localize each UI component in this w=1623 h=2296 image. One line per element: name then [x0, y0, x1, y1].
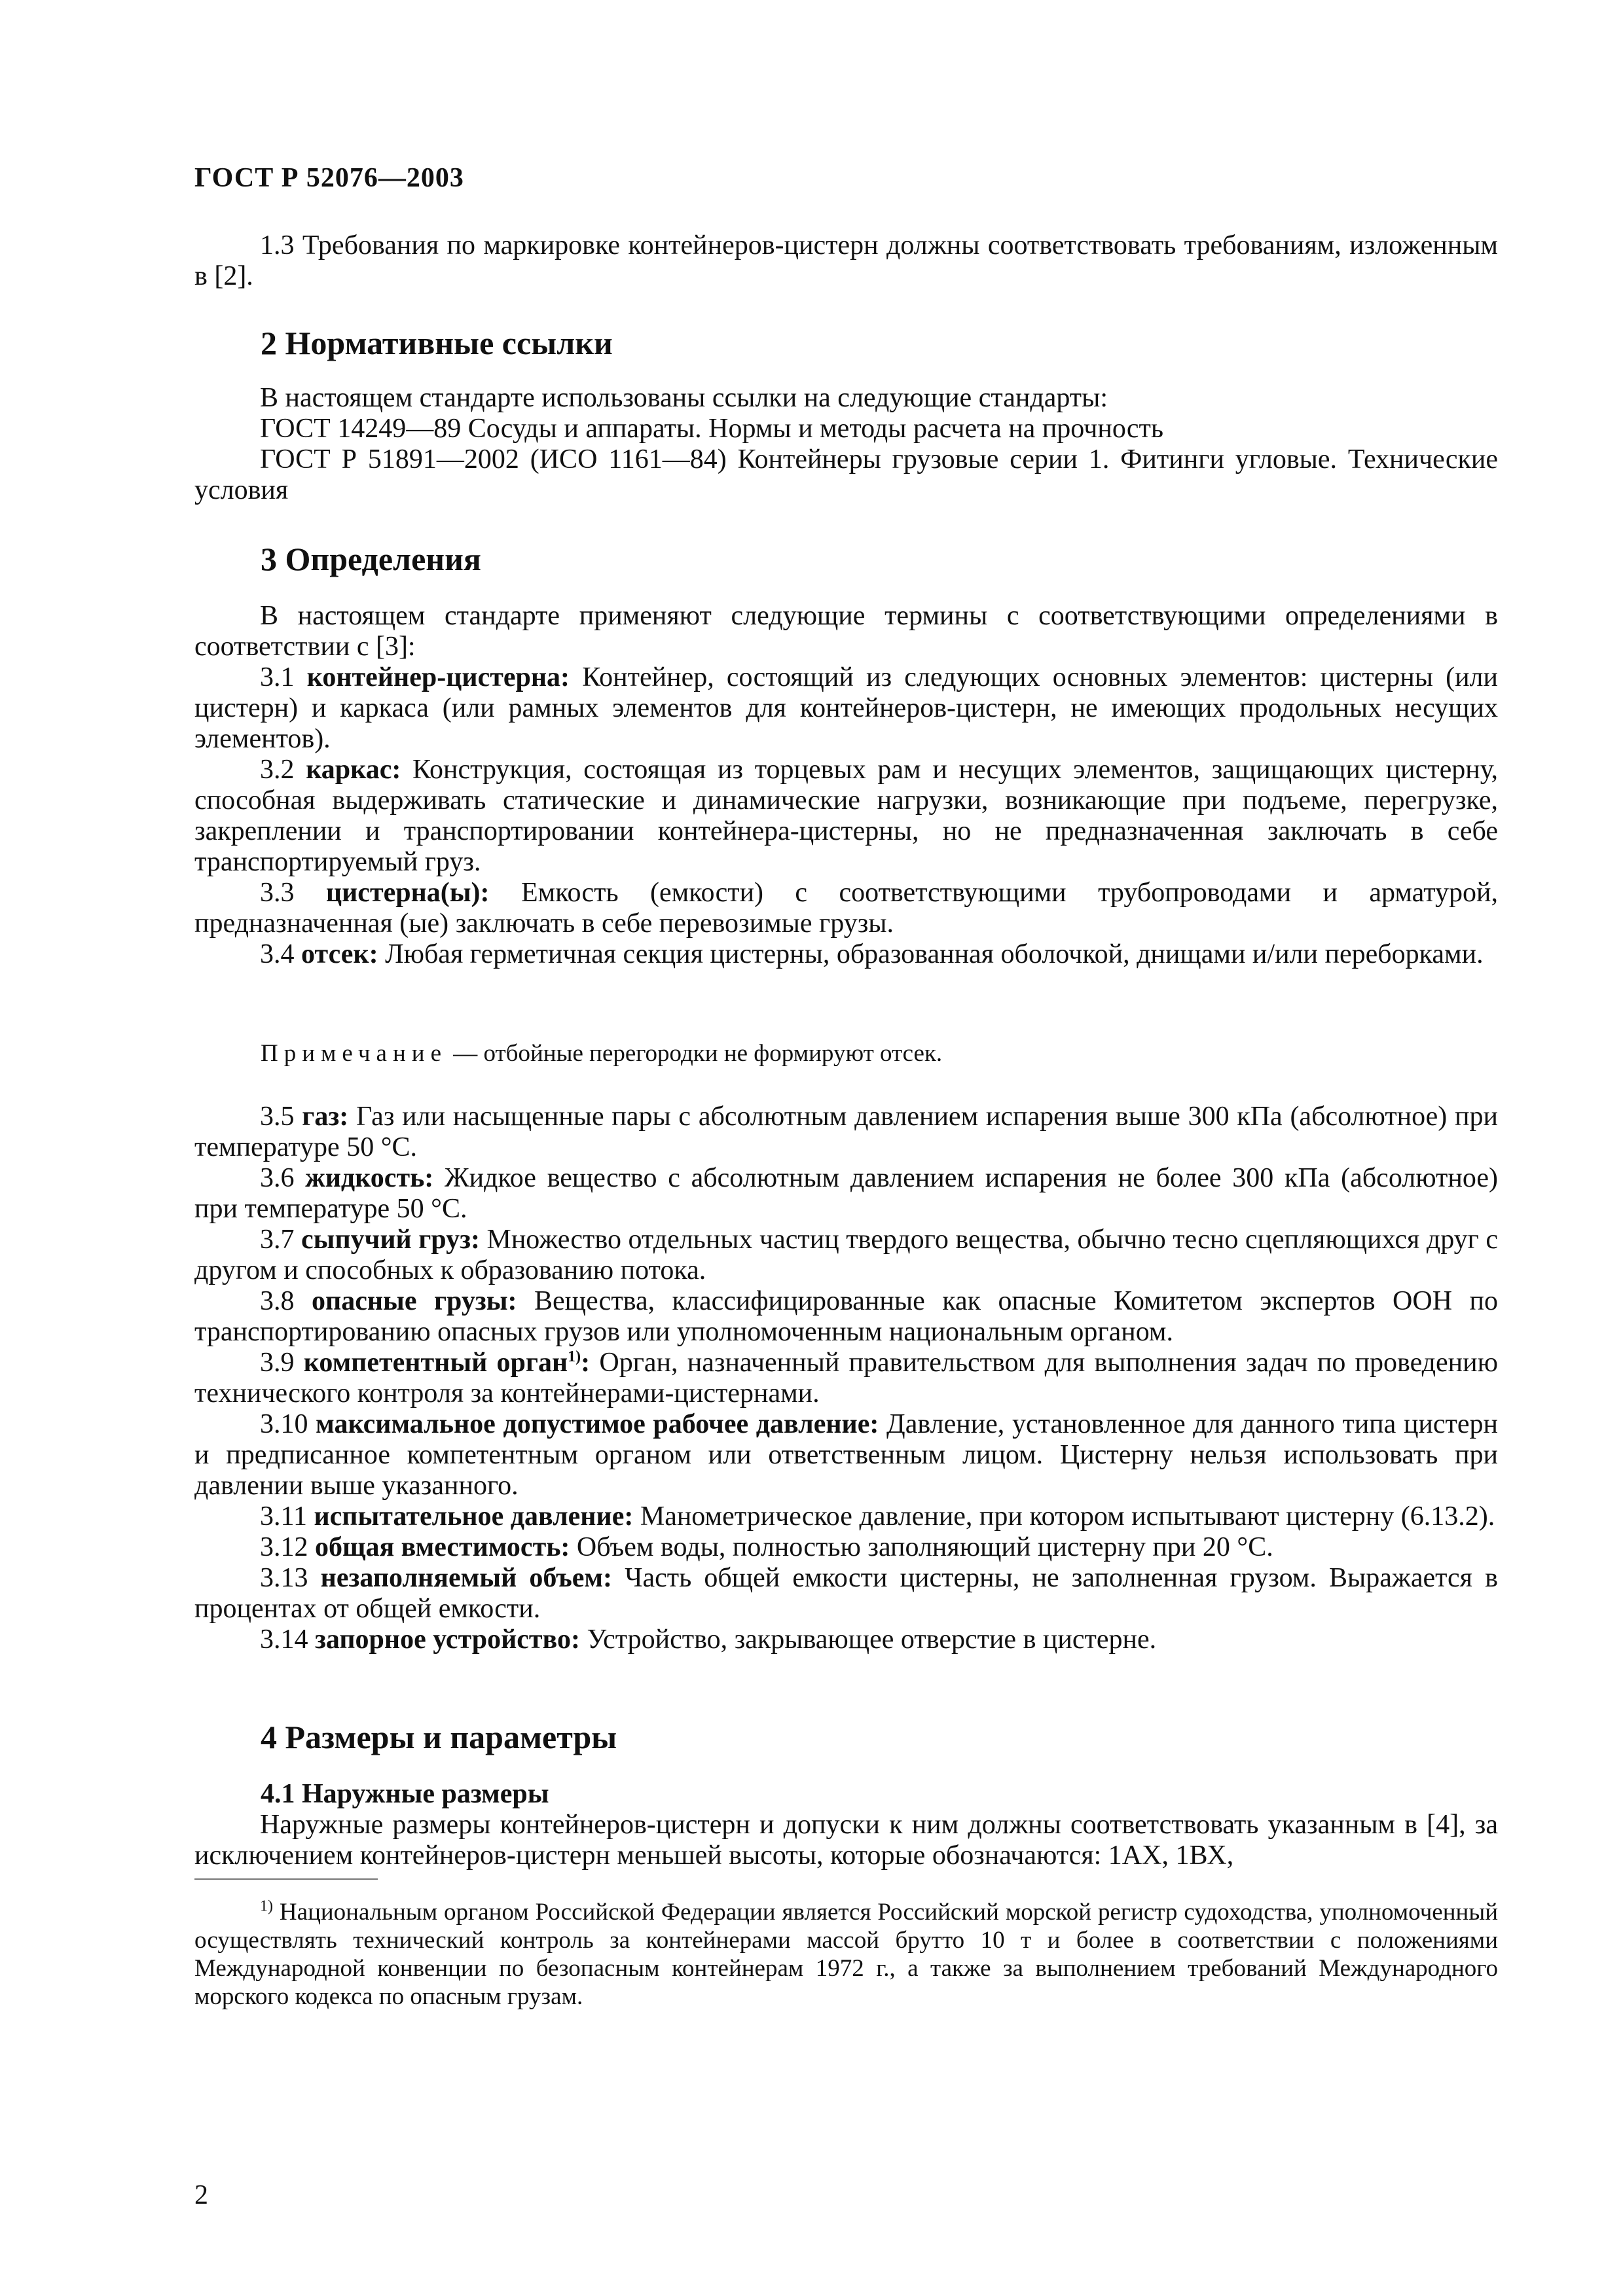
footnote	[194, 1898, 1498, 2011]
footnote-separator	[194, 1878, 378, 1880]
section-2-body	[194, 383, 1498, 506]
ref-gost-51891: ГОСТ Р 51891—2002 (ИСО 1161—84) Контейнеры грузовые серии 1. Фитинги угловые. Технические условия	[194, 444, 1498, 505]
refs-intro: В настоящем стандарте использованы ссылки на следующие стандарты:	[260, 383, 1108, 413]
definition-item: 3.5 газ: Газ или насыщенные пары с абсолютным давлением испарения выше 300 кПа (абсолютное) при температуре 50 °С.	[194, 1102, 1498, 1162]
definition-item: 3.7 сыпучий груз: Множество отдельных частиц твердого вещества, обычно тесно сцепляющихся друг с другом и способных к образованию потока.	[194, 1225, 1499, 1285]
footnote-mark: 1)	[260, 1897, 273, 1915]
footnote-text: Национальным органом Российской Федерации является Российский морской регистр судоходства, уполномоченный осуществлять технический контроль за контейнерами массой брутто 10 т и более в соответствии с положениями Международной конвенции по безопасным контейнерам 1972 г., а также за выполнением требований Международного морского кодекса по опасным грузам.	[194, 1899, 1498, 2010]
section-4-heading: 4 Размеры и параметры	[261, 1719, 617, 1755]
definition-item: 3.8 опасные грузы: Вещества, классифицированные как опасные Комитетом экспертов ООН по транспортированию опасных грузов или уполномоченным национальным органом.	[194, 1286, 1498, 1347]
definition-item: 3.6 жидкость: Жидкое вещество с абсолютным давлением испарения не более 300 кПа (абсолютное) при температуре 50 °С.	[194, 1163, 1499, 1224]
definition-item: 3.14 запорное устройство: Устройство, закрывающее отверстие в цистерне.	[260, 1624, 1157, 1655]
footnote-ref: 1)	[568, 1348, 581, 1365]
definition-item: 3.1 контейнер-цистерна: Контейнер, состоящий из следующих основных элементов: цистерны (или цистерн) и каркаса (или рамных элементов для контейнеров-цистерн, не имеющих продольных несущих элементов).	[194, 662, 1498, 754]
definitions-intro: В настоящем стандарте применяют следующие термины с соответствующими определениями в соответствии с [3]:	[194, 601, 1498, 662]
paragraph-1-3: 1.3 Требования по маркировке контейнеров-цистерн должны соответствовать требованиям, изложенным в [2].	[194, 230, 1498, 291]
section-3-body	[194, 601, 1498, 970]
definition-item: 3.4 отсек: Любая герметичная секция цистерны, образованная оболочкой, днищами и/или переборками.	[260, 939, 1484, 969]
definition-item: 3.9 компетентный орган$^{1)}$: Орган, назначенный правительством для выполнения задач по проведению технического контроля за контейнерами-цистернами.	[194, 1348, 1499, 1408]
subsection-4-1-heading: 4.1 Наружные размеры	[261, 1779, 549, 1809]
page-number: 2	[194, 2180, 208, 2210]
definition-item: 3.12 общая вместимость: Объем воды, полностью заполняющий цистерну при 20 °С.	[260, 1532, 1273, 1562]
section-3-body-continued	[194, 1102, 1498, 1655]
ref-gost-14249: ГОСТ 14249—89 Сосуды и аппараты. Нормы и методы расчета на прочность	[260, 414, 1164, 444]
definition-item: 3.11 испытательное давление: Манометрическое давление, при котором испытывают цистерну (6.13.2).	[260, 1501, 1495, 1532]
note-label: Примечание	[261, 1040, 447, 1067]
definition-item: 3.13 незаполняемый объем: Часть общей емкости цистерны, не заполненная грузом. Выражается в процентах от общей емкости.	[194, 1563, 1498, 1624]
section-3-heading: 3 Определения	[261, 541, 481, 577]
section-2-heading: 2 Нормативные ссылки	[261, 325, 613, 361]
subsection-4-1-text: Наружные размеры контейнеров-цистерн и допуски к ним должны соответствовать указанным в [4], за исключением контейнеров-цистерн меньшей высоты, которые обозначаются: 1АХ, 1ВХ,	[194, 1810, 1498, 1871]
definition-item: 3.3 цистерна(ы): Емкость (емкости) с соответствующими трубопроводами и арматурой, предназначенная (ые) заключать в себе перевозимые грузы.	[194, 878, 1498, 939]
note	[261, 1039, 942, 1067]
note-text: — отбойные перегородки не формируют отсек.	[447, 1040, 943, 1067]
definition-item: 3.10 максимальное допустимое рабочее давление: Давление, установленное для данного типа цистерн и предписанное компетентным органом или ответственным лицом. Цистерну нельзя использовать при давлении выше указанного.	[194, 1409, 1499, 1501]
document-header: ГОСТ Р 52076—2003	[194, 163, 464, 193]
definition-item: 3.2 каркас: Конструкция, состоящая из торцевых рам и несущих элементов, защищающих цистерну, способная выдерживать статические и динамические нагрузки, возникающие при подъеме, перегрузке, закреплении и транспортировании контейнера-цистерны, но не предназначенная заключать в себе транспортируемый груз.	[194, 755, 1498, 877]
